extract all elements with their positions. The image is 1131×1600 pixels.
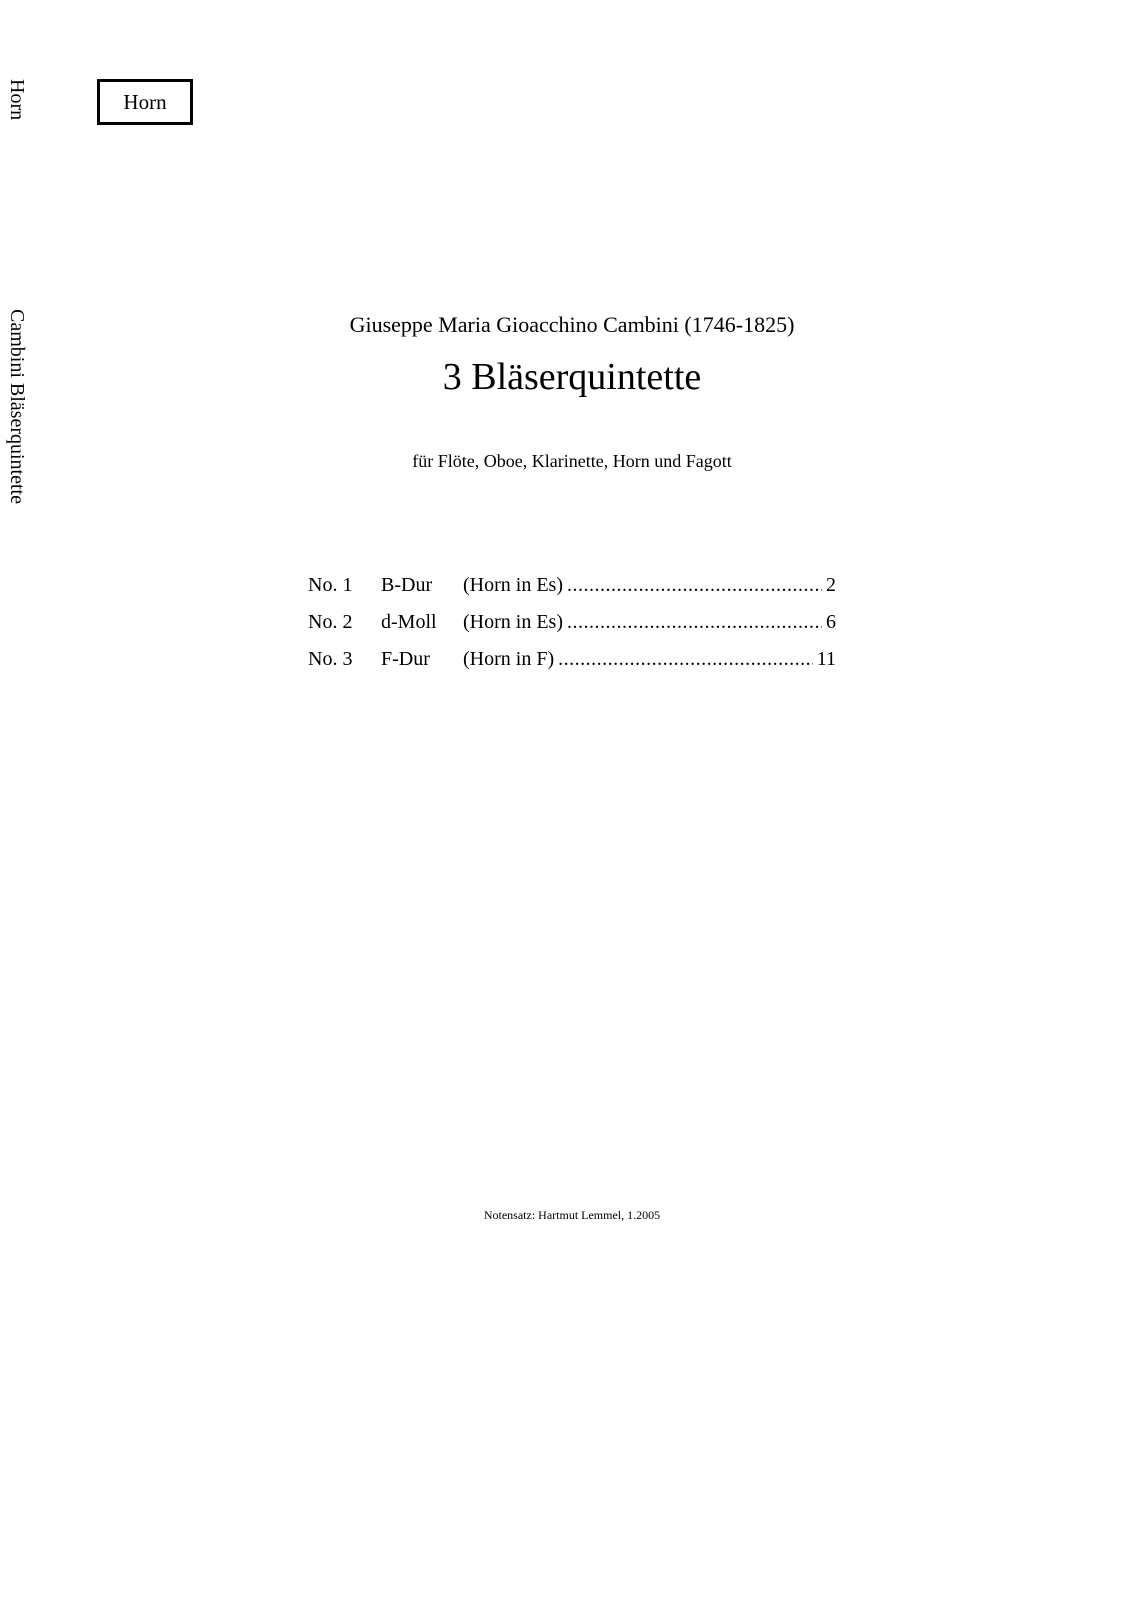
part-label-box: Horn — [97, 79, 193, 125]
margin-instrument-label: Horn — [6, 79, 28, 121]
page-title: 3 Bläserquintette — [442, 356, 702, 398]
toc-page: 11 — [816, 648, 836, 670]
toc-horn: (Horn in Es) — [463, 611, 563, 633]
toc-entry — [308, 574, 836, 611]
toc-number: No. 1 — [308, 574, 353, 596]
toc-horn: (Horn in F) — [463, 648, 555, 670]
toc-key: F-Dur — [381, 648, 430, 670]
toc-key: B-Dur — [381, 574, 433, 596]
engraver-credit: Notensatz: Hartmut Lemmel, 1.2005 — [483, 1208, 661, 1222]
toc-leader-dots — [567, 574, 822, 597]
toc-key: d-Moll — [381, 611, 437, 633]
toc-horn: (Horn in Es) — [463, 574, 563, 596]
toc-entry — [308, 611, 836, 648]
composer-line: Giuseppe Maria Gioacchino Cambini (1746-1825) — [349, 312, 795, 337]
toc-entry — [308, 648, 836, 685]
subtitle: für Flöte, Oboe, Klarinette, Horn und Fagott — [412, 451, 732, 471]
toc-page: 2 — [826, 574, 836, 596]
margin-work-title: Cambini Bläserquintette — [6, 309, 28, 504]
toc-number: No. 2 — [308, 611, 353, 633]
toc-page: 6 — [826, 611, 836, 633]
toc-leader-dots — [567, 611, 822, 634]
table-of-contents — [308, 574, 836, 685]
toc-leader-dots — [558, 648, 813, 671]
toc-number: No. 3 — [308, 648, 353, 670]
